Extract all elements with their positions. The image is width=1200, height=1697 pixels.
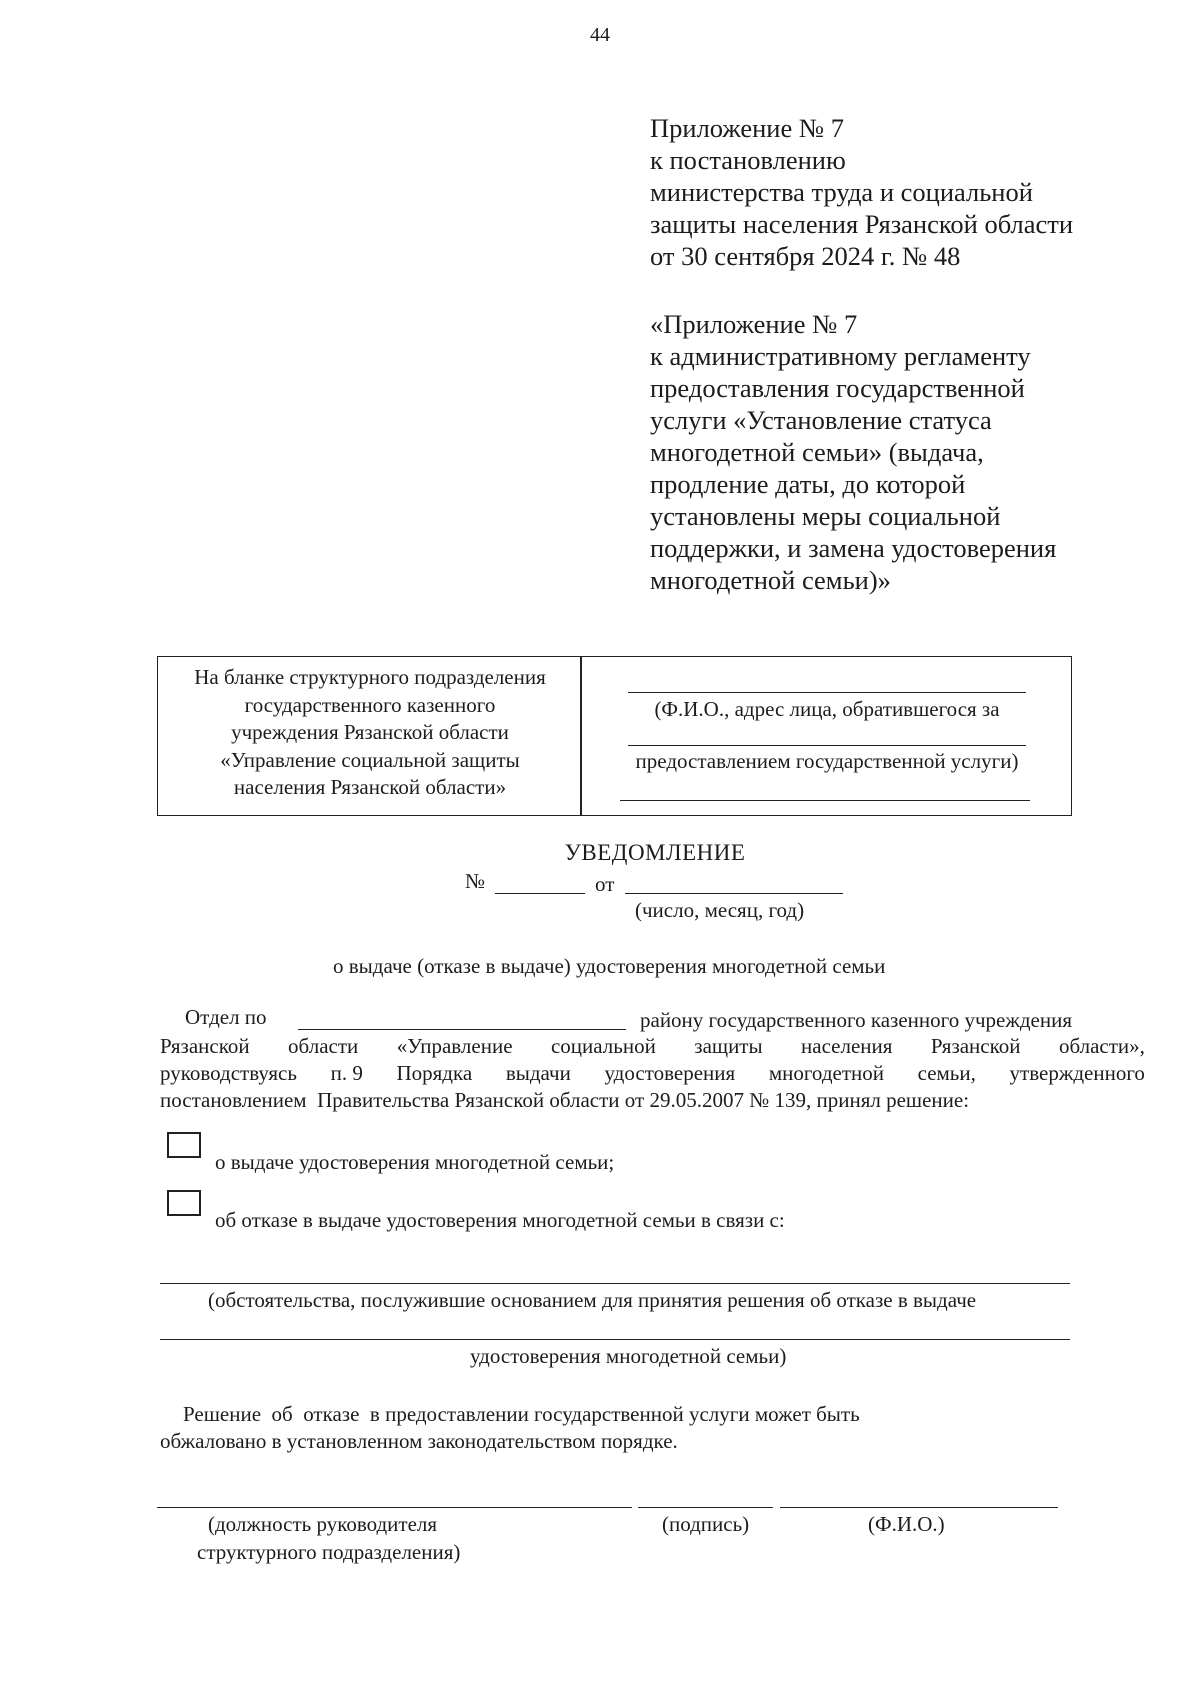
position-hint-2: структурного подразделения) [197,1540,461,1564]
refuse-checkbox[interactable] [167,1190,201,1216]
word: Рязанской [930,1034,1021,1058]
from-label: от [595,872,615,896]
notice-subject: о выдаче (отказе в выдаче) удостоверения многодетной семьи [333,954,886,978]
word: многодетной [768,1061,884,1085]
word: области», [1058,1034,1145,1058]
name-blank-line[interactable] [780,1507,1058,1508]
signature-hint: (подпись) [662,1512,750,1536]
body-line [160,1087,1145,1114]
letterhead-line: государственного казенного [244,692,496,717]
applicant-blank-line[interactable] [628,745,1026,746]
issue-checkbox[interactable] [167,1132,201,1158]
annex-quote-line: к административному регламенту [650,341,1031,371]
word: «Управление [396,1034,513,1058]
annex-quote-line: установлены меры социальной [650,501,1001,531]
position-blank-line[interactable] [157,1507,632,1508]
body-paragraph [160,1033,1145,1114]
word: Порядка [396,1061,473,1085]
header-table-divider [580,656,582,816]
word: руководствуясь [160,1061,297,1085]
date-blank-line[interactable] [625,893,843,894]
word: Рязанской [160,1034,250,1058]
word: области [288,1034,359,1058]
word: семьи, [917,1061,976,1085]
district-blank-line[interactable] [298,1029,626,1030]
applicant-hint-2: предоставлением государственной услуги) [635,749,1019,773]
word: населения [801,1034,893,1058]
signature-blank-line[interactable] [638,1507,773,1508]
reason-blank-line[interactable] [160,1283,1070,1284]
reason-blank-line[interactable] [160,1339,1070,1340]
number-label: № [465,869,486,893]
letterhead-line: учреждения Рязанской области [231,720,509,744]
number-blank-line[interactable] [495,893,585,894]
word: утвержденного [1009,1061,1145,1085]
page-number: 44 [590,24,610,46]
appeal-line-1: Решение об отказе в предоставлении государственной услуги может быть [183,1402,860,1426]
word: п. 9 [330,1061,363,1085]
applicant-blank-line[interactable] [628,692,1026,693]
annex-header-line: от 30 сентября 2024 г. № 48 [650,241,961,271]
word: выдачи [505,1061,571,1085]
annex-header-line: Приложение № 7 [650,113,845,143]
letterhead-note [160,664,580,802]
department-text: району государственного казенного учреждения [640,1008,1072,1032]
annex-quote [650,308,1150,596]
position-hint-1: (должность руководителя [208,1512,438,1536]
reason-hint-2: удостоверения многодетной семьи) [470,1344,787,1368]
word: социальной [550,1034,656,1058]
annex-header-line: министерства труда и социальной [650,177,1033,207]
notice-title: УВЕДОМЛЕНИЕ [564,840,746,865]
letterhead-line: «Управление социальной защиты [220,747,520,772]
annex-quote-line: «Приложение № 7 [650,309,858,339]
appeal-line-2: обжаловано в установленном законодательством порядке. [160,1429,678,1453]
applicant-blank-line[interactable] [620,800,1030,801]
body-line [160,1033,1145,1060]
annex-header-line: к постановлению [650,145,846,175]
annex-quote-line: продление даты, до которой [650,469,966,499]
date-hint: (число, месяц, год) [635,898,805,922]
annex-header-line: защиты населения Рязанской области [650,209,1074,239]
applicant-hint-1: (Ф.И.О., адрес лица, обратившегося за [654,697,1000,721]
word: защиты [694,1034,763,1058]
name-hint: (Ф.И.О.) [868,1512,945,1536]
annex-quote-line: многодетной семьи» (выдача, [650,437,984,467]
body-line [160,1060,1145,1087]
annex-quote-line: многодетной семьи)» [650,565,891,595]
annex-quote-line: услуги «Установление статуса [650,405,992,435]
reason-hint-1: (обстоятельства, послужившие основанием для принятия решения об отказе в выдаче [208,1288,977,1312]
word: удостоверения [604,1061,736,1085]
annex-quote-line: предоставления государственной [650,373,1025,403]
annex-header [650,112,1150,272]
annex-quote-line: поддержки, и замена удостоверения [650,533,1057,563]
refuse-option-label: об отказе в выдаче удостоверения многодетной семьи в связи с: [215,1208,785,1232]
letterhead-line: населения Рязанской области» [233,775,507,799]
body-line-text: постановлением Правительства Рязанской области от 29.05.2007 № 139, принял решение: [160,1088,970,1112]
letterhead-line: На бланке структурного подразделения [194,665,546,689]
issue-option-label: о выдаче удостоверения многодетной семьи; [215,1150,615,1174]
department-label: Отдел по [185,1005,267,1029]
